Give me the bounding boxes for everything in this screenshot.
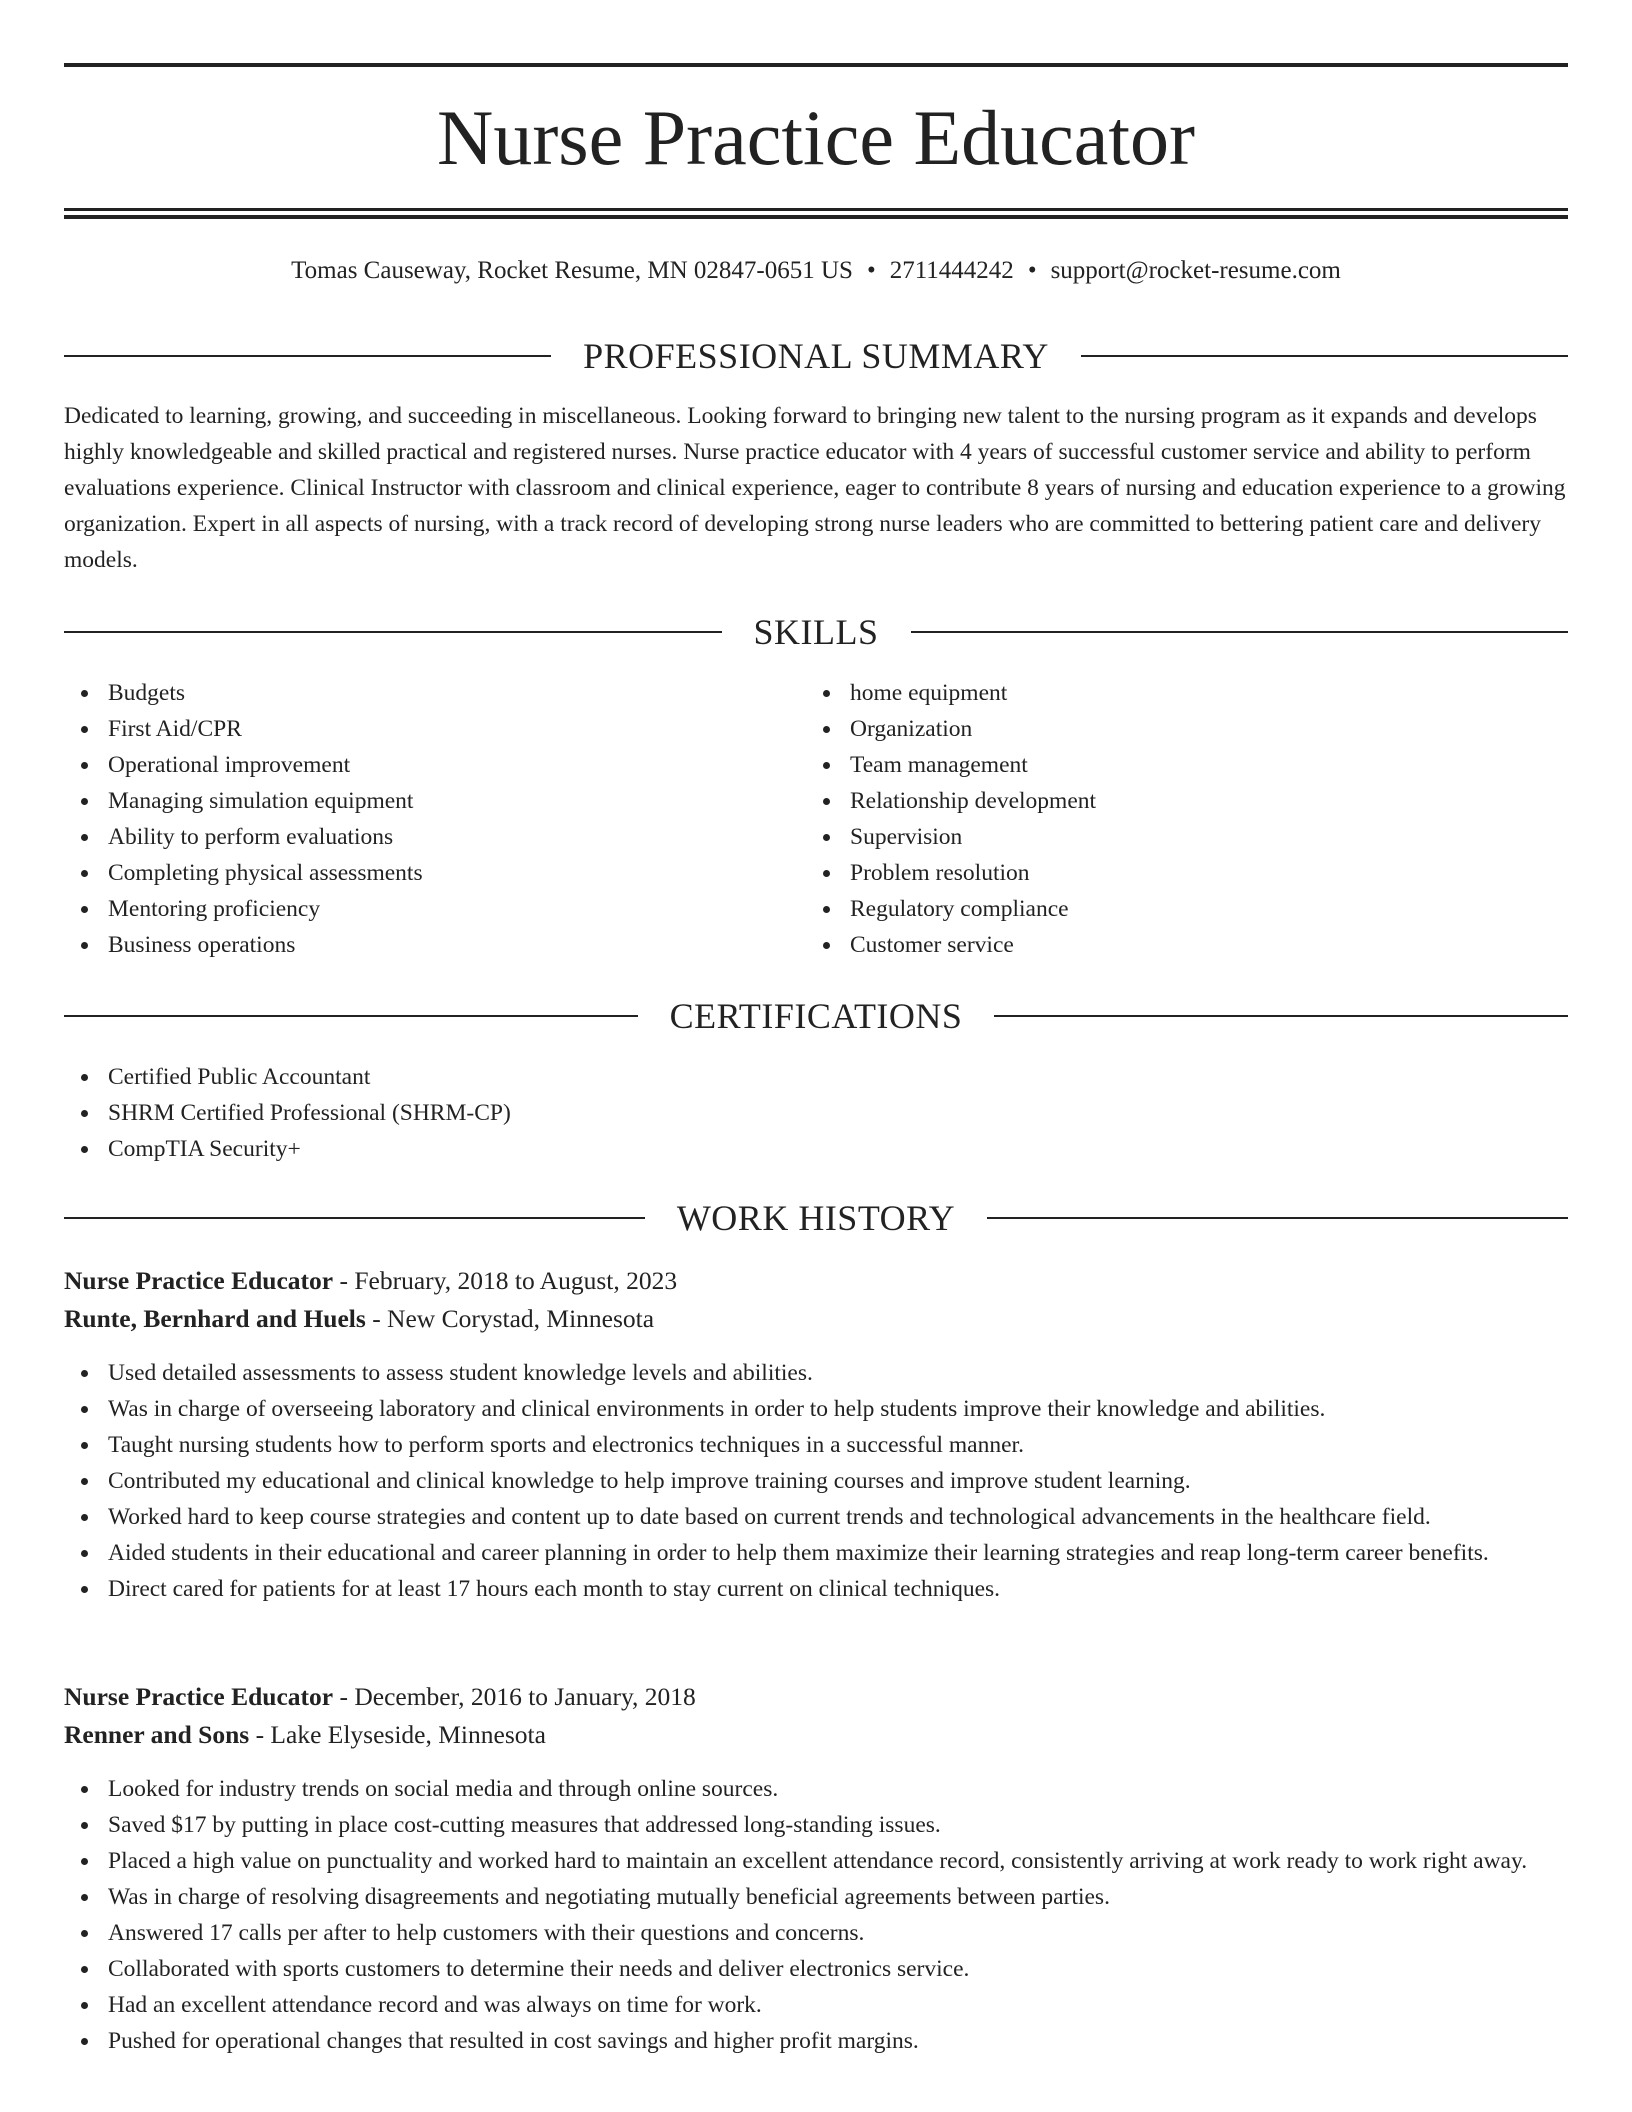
- section-heading-work: [64, 1196, 1568, 1240]
- job-bullets: [64, 1355, 1568, 1607]
- heading-rule: [987, 1217, 1568, 1219]
- job-location: - Lake Elyseside, Minnesota: [249, 1720, 546, 1749]
- skill-item: Completing physical assessments: [64, 855, 804, 891]
- section-heading-summary: [64, 334, 1568, 378]
- job-bullet: Looked for industry trends on social media and through online sources.: [64, 1771, 1568, 1807]
- job-dates: - December, 2016 to January, 2018: [333, 1682, 696, 1711]
- job-bullet: Was in charge of overseeing laboratory and clinical environments in order to help students improve their knowledge and abilities.: [64, 1391, 1568, 1427]
- job-company: Renner and Sons: [64, 1720, 250, 1749]
- job-title: Nurse Practice Educator: [64, 1682, 334, 1711]
- certifications-list: [64, 1059, 1568, 1167]
- section-title: SKILLS: [753, 612, 879, 652]
- job-dates: - February, 2018 to August, 2023: [333, 1266, 678, 1295]
- contact-separator: •: [1027, 257, 1037, 284]
- job-bullet: Pushed for operational changes that resulted in cost savings and higher profit margins.: [64, 2023, 1568, 2059]
- job-company-line: [64, 1716, 1568, 1754]
- top-rule: [64, 63, 1568, 67]
- skills-list-left: [64, 675, 804, 963]
- heading-rule: [994, 1015, 1568, 1017]
- skill-item: Customer service: [806, 927, 1566, 963]
- skill-item: Relationship development: [806, 783, 1566, 819]
- heading-rule: [64, 1015, 638, 1017]
- skill-item: Supervision: [806, 819, 1566, 855]
- job-bullet: Answered 17 calls per after to help customers with their questions and concerns.: [64, 1915, 1568, 1951]
- heading-rule: [911, 631, 1569, 633]
- contact-address: Tomas Causeway, Rocket Resume, MN 02847-0651 US: [291, 257, 853, 284]
- skill-item: Budgets: [64, 675, 804, 711]
- heading-rule: [64, 631, 722, 633]
- skills-list-right: [806, 675, 1566, 963]
- skill-item: Regulatory compliance: [806, 891, 1566, 927]
- resume-title: Nurse Practice Educator: [437, 94, 1195, 181]
- section-title: PROFESSIONAL SUMMARY: [583, 336, 1049, 376]
- summary-text: Dedicated to learning, growing, and succeeding in miscellaneous. Looking forward to bringing new talent to the nursing program as it expands and develops highly knowledgeable and skilled practical and registered nurses. Nurse practice educator with 4 years of successful customer service and ability to perform evaluations experience. Clinical Instructor with classroom and clinical experience, eager to contribute 8 years of nursing and education experience to a growing organization. Expert in all aspects of nursing, with a track record of developing strong nurse leaders who are committed to bettering patient care and delivery models.: [64, 403, 1566, 573]
- job-bullet: Saved $17 by putting in place cost-cutting measures that addressed long-standing issues.: [64, 1807, 1568, 1843]
- job-title: Nurse Practice Educator: [64, 1266, 334, 1295]
- skill-item: Managing simulation equipment: [64, 783, 804, 819]
- job-bullet: Was in charge of resolving disagreements and negotiating mutually beneficial agreements between parties.: [64, 1879, 1568, 1915]
- skill-item: Ability to perform evaluations: [64, 819, 804, 855]
- job-company-line: [64, 1300, 1568, 1338]
- skill-item: Business operations: [64, 927, 804, 963]
- job-location: - New Corystad, Minnesota: [365, 1304, 655, 1333]
- job-bullet: Taught nursing students how to perform sports and electronics techniques in a successful manner.: [64, 1427, 1568, 1463]
- skill-item: Problem resolution: [806, 855, 1566, 891]
- job-title-line: [64, 1678, 1568, 1716]
- contact-phone: 2711444242: [889, 257, 1014, 284]
- section-title: WORK HISTORY: [676, 1198, 956, 1238]
- title-rule-upper: [64, 208, 1568, 211]
- job-bullet: Contributed my educational and clinical knowledge to help improve training courses and improve student learning.: [64, 1463, 1568, 1499]
- job-bullet: Used detailed assessments to assess student knowledge levels and abilities.: [64, 1355, 1568, 1391]
- section-heading-skills: [64, 610, 1568, 654]
- job-bullet: Collaborated with sports customers to determine their needs and deliver electronics service.: [64, 1951, 1568, 1987]
- contact-line: [64, 254, 1568, 288]
- job-bullet: Direct cared for patients for at least 17 hours each month to stay current on clinical techniques.: [64, 1571, 1568, 1607]
- job-bullet: Aided students in their educational and career planning in order to help them maximize their learning strategies and reap long-term career benefits.: [64, 1535, 1568, 1571]
- job-title-line: [64, 1262, 1568, 1300]
- job-bullet: Worked hard to keep course strategies and content up to date based on current trends and technological advancements in the healthcare field.: [64, 1499, 1568, 1535]
- heading-rule: [1081, 355, 1568, 357]
- skill-item: Team management: [806, 747, 1566, 783]
- contact-separator: •: [866, 257, 876, 284]
- skill-item: home equipment: [806, 675, 1566, 711]
- certification-item: CompTIA Security+: [64, 1131, 1568, 1167]
- job-bullet: Had an excellent attendance record and was always on time for work.: [64, 1987, 1568, 2023]
- skill-item: Operational improvement: [64, 747, 804, 783]
- certification-item: SHRM Certified Professional (SHRM-CP): [64, 1095, 1568, 1131]
- heading-rule: [64, 1217, 645, 1219]
- skill-item: Organization: [806, 711, 1566, 747]
- job-bullets: [64, 1771, 1568, 2059]
- certification-item: Certified Public Accountant: [64, 1059, 1568, 1095]
- title-rule-lower: [64, 215, 1568, 219]
- section-title: CERTIFICATIONS: [669, 996, 963, 1036]
- job-bullet: Placed a high value on punctuality and worked hard to maintain an excellent attendance record, consistently arriving at work ready to work right away.: [64, 1843, 1568, 1879]
- section-heading-certifications: [64, 994, 1568, 1038]
- heading-rule: [64, 355, 551, 357]
- skill-item: Mentoring proficiency: [64, 891, 804, 927]
- contact-email: support@rocket-resume.com: [1050, 257, 1341, 284]
- skill-item: First Aid/CPR: [64, 711, 804, 747]
- job-company: Runte, Bernhard and Huels: [64, 1304, 366, 1333]
